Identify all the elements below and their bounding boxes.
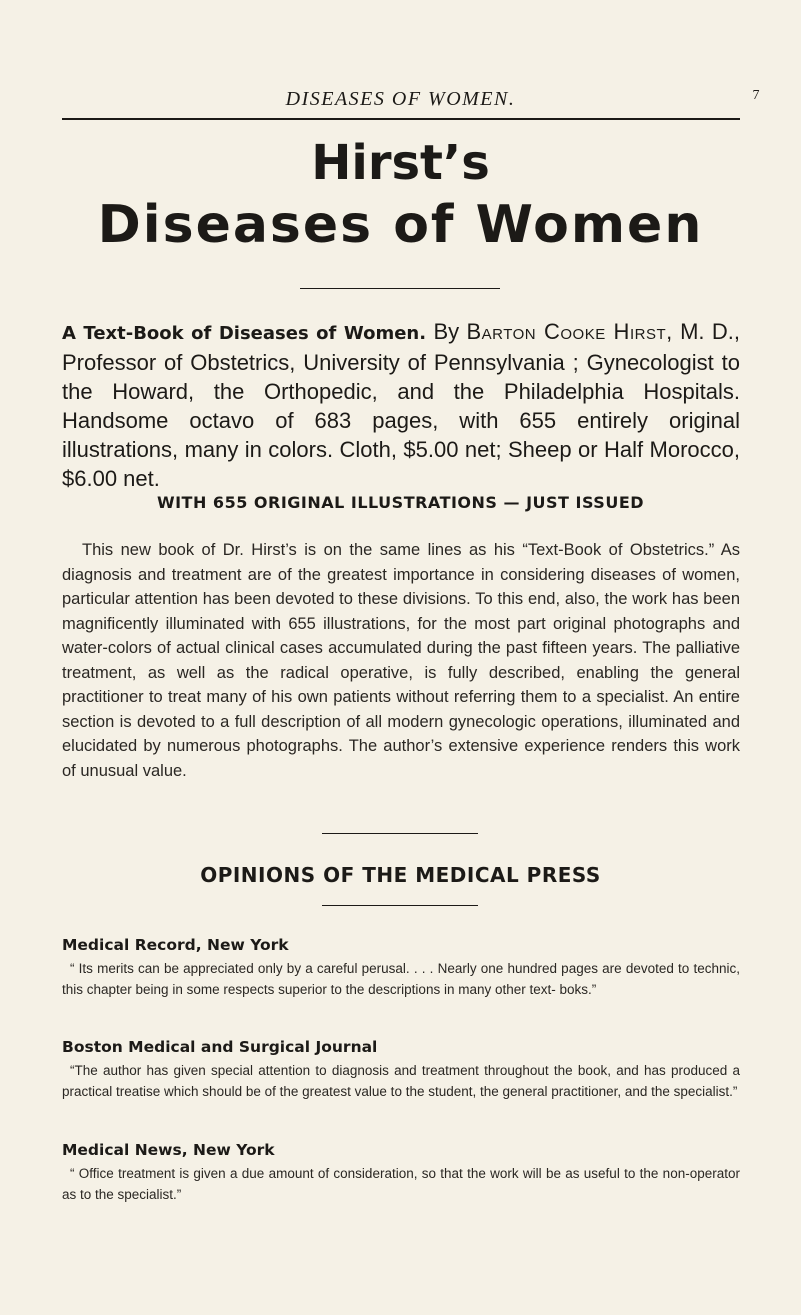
review-item: [62, 934, 740, 1000]
review-quote: “ Its merits can be appreciated only by a careful perusal. . . . Nearly one hundred pages are devoted to technic, this chapter being in some respects superior to the descriptions in many other text- boks.”: [62, 961, 740, 997]
review-source: Boston Medical and Surgical Journal: [62, 1038, 378, 1056]
running-head-title: DISEASES OF WOMEN.: [285, 88, 516, 110]
book-title-author: Hirst’s: [311, 135, 490, 191]
review-quote: “ Office treatment is given a due amount of consideration, so that the work will be as useful to the non-operator as to the specialist.”: [62, 1166, 740, 1202]
page-mark: 7: [752, 88, 761, 103]
review-quote: “The author has given special attention to diagnosis and treatment throughout the book, and has produced a practical treatise which should be of the greatest value to the student, the general practitioner, and the specialist.”: [62, 1063, 740, 1099]
illustrations-banner: WITH 655 ORIGINAL ILLUSTRATIONS — JUST ISSUED: [156, 493, 645, 512]
section-rule-top: [322, 833, 478, 834]
section-rule-bottom: [322, 905, 478, 906]
review-source: Medical Record, New York: [62, 936, 289, 954]
book-description: This new book of Dr. Hirst’s is on the same lines as his “Text-Book of Obstetrics.” As diagnosis and treatment are of the greatest importance in considering diseases of women, particular attention has been devoted to these divisions. To this end, also, the work has been magnificently illuminated with 655 illustrations, for the most part original photographs and water-colors of actual clinical cases accumulated during the past fifteen years. The palliative treatment, as well as the radical operative, is fully described, enabling the general practitioner to treat many of his own patients without referring them to a specialist. An entire section is devoted to a full description of all modern gynecologic operations, illuminated and elucidated by numerous photographs. The author’s extensive experience renders this work of unusual value.: [62, 541, 740, 780]
intro-by: By: [433, 319, 460, 344]
opinions-heading: OPINIONS OF THE MEDICAL PRESS: [200, 863, 601, 887]
intro-details: M. D., Professor of Obstetrics, University of Pennsylvania ; Gynecologist to the Howard, the Orthopedic, and the Philadelphia Hospitals. Handsome octavo of 683 pages, with 655 entirely original illustrations, many in colors. Cloth, $5.00 net; Sheep or Half Morocco, $6.00 net.: [62, 319, 740, 491]
intro-author: Barton Cooke Hirst,: [466, 319, 673, 344]
review-item: [62, 1139, 740, 1205]
book-title: Diseases of Women: [97, 195, 704, 255]
title-divider: [300, 288, 500, 289]
running-head: [0, 88, 801, 111]
book-intro: [62, 317, 740, 493]
review-item: [62, 1036, 740, 1102]
review-source: Medical News, New York: [62, 1141, 275, 1159]
intro-lead: A Text-Book of Diseases of Women.: [62, 323, 427, 344]
header-rule: [62, 118, 740, 120]
